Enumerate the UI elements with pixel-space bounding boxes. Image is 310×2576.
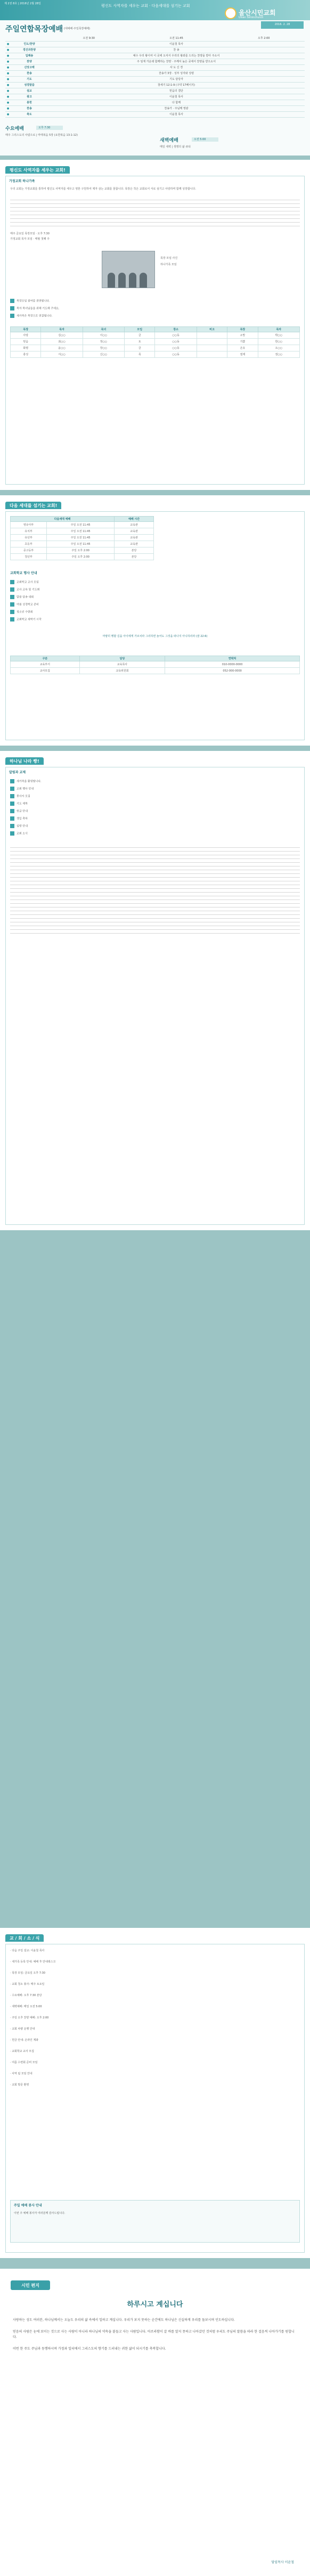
list-item: 심방 안내 <box>10 824 300 828</box>
mission-box <box>5 176 305 485</box>
mission-note-2: 가정교회 목자 모임 · 매월 첫째 주 <box>10 238 50 241</box>
bullet-icon <box>10 824 14 828</box>
nextgen-cell: 유치부 <box>11 528 47 535</box>
bullet-icon: · <box>10 2072 12 2075</box>
nextgen-cell: 본당 <box>115 547 154 554</box>
order-label: 설교 <box>11 88 48 94</box>
list-item: · 새벽예배: 매일 오전 5:00 <box>10 2005 42 2008</box>
bullet-icon: · <box>10 1960 12 1964</box>
worship-order-section <box>0 20 310 156</box>
nextgen-tab-title: 다음 세대를 섬기는 교회! <box>5 502 61 509</box>
nextgen-list-title: 교회학교 행사 안내 <box>10 571 37 575</box>
mission-text-lines <box>10 200 300 230</box>
nextgen-cell: 주일 오후 2:00 <box>47 554 115 560</box>
mokjang-cell: 김○○ <box>41 332 83 339</box>
mission-tab-title: 평신도 사역자를 세우는 교회! <box>5 166 70 174</box>
church-logo <box>225 7 289 21</box>
table-row <box>11 668 300 674</box>
letter-paragraph: 사랑하는 성도 여러분, 하나님께서는 오늘도 우리의 삶 속에서 일하고 계십니다. 우리가 보지 못하는 순간에도 하나님은 신실하게 우리를 돌보시며 인도하십니다. <box>13 2318 235 2322</box>
table-row <box>11 535 154 541</box>
order-row: ● 입례송 예수 우리 왕이여 이 곳에 오셔서 우리의 왕좌를 드리는 찬양을 받아 주소서 <box>5 53 305 59</box>
nextgen-right-header: 예배 시간 <box>115 517 154 522</box>
bullet-icon <box>10 802 14 806</box>
service-time-2: 오전 11:45 <box>129 35 223 41</box>
order-label: 찬양 <box>11 59 48 64</box>
dawn-time: 오전 5:00 <box>192 137 218 142</box>
list-item: · 새가족 등록 안내: 예배 후 안내데스크 <box>10 1960 56 1964</box>
table-row <box>11 345 300 351</box>
mokjang-cell: 절제 <box>227 351 258 358</box>
order-value: 믿음의 결단 <box>48 88 305 94</box>
nextgen-box <box>5 511 305 740</box>
order-label: 축도 <box>11 111 48 117</box>
list-item: 봉사자 모집 <box>10 794 300 798</box>
bullet-icon: · <box>10 2050 12 2053</box>
nextgen-cell: 유년부 <box>11 535 47 541</box>
nextgen-section <box>0 495 310 746</box>
order-row: ● 경건과찬양 찬 송 <box>5 47 305 53</box>
nextgen-cell: 교육관 <box>115 528 154 535</box>
mokjang-cell: 소망 <box>227 332 258 339</box>
nextgen-cell: 중고등부 <box>11 547 47 554</box>
list-item: 여름 성경학교 준비 <box>10 602 298 607</box>
church-slogan: 평신도 사역자를 세우는 교회 · 다음세대를 섬기는 교회 <box>101 4 190 8</box>
wednesday-detail: 매주 그리스도의 사람으로 | 마태복음 5장 (요한복음 13:1-12) <box>5 134 78 137</box>
nextgen-cell: 교육관 <box>115 522 154 528</box>
order-value: 기도 담당자 <box>48 76 305 82</box>
nextgen-cell: 초등부 <box>11 541 47 547</box>
issue-meta: 제 2권 8호 | 2016년 2월 28일 <box>4 2 41 5</box>
bullet-icon <box>10 617 14 621</box>
bullet-icon <box>10 787 14 791</box>
mokjang-cell: 권○○ <box>258 351 299 358</box>
bullet-icon: · <box>10 1994 12 1997</box>
mokjang-cell: 토 <box>125 339 155 345</box>
letter-signature: 담임목사 이윤철 <box>271 2561 294 2564</box>
list-item: · 교회 청소 봉사: 매주 토요일 <box>10 1983 45 1986</box>
list-item: 교회학교 새학기 시작 <box>10 617 298 621</box>
info-cell: 010-0000-0000 <box>165 661 300 668</box>
mokjang-cell: 믿음 <box>11 339 41 345</box>
mission-photo-1 <box>102 251 155 288</box>
mokjang-header: 장소 <box>155 327 197 332</box>
order-value: 이윤철 목사 <box>48 111 305 117</box>
table-row <box>11 522 154 528</box>
bullet-icon: · <box>10 2061 12 2064</box>
service-box-text: 이번 주 예배 봉사자 여러분께 감사드립니다. <box>14 2212 66 2215</box>
mokjang-cell: 이○○ <box>83 332 124 339</box>
mokjang-cell: ○○동 <box>155 332 197 339</box>
photo-caption-2: 하나가족 모임 <box>160 263 177 266</box>
mokjang-header: 목녀 <box>83 327 124 332</box>
order-value: 다 함께 <box>48 100 305 105</box>
order-row: ● 찬양 주 임재 가운데 함께하는 찬양 · 주께서 높은 곳에서 찬양을 받으소서 <box>5 59 305 64</box>
service-box-title: 주일 예배 봉사 안내 <box>14 2204 42 2207</box>
list-item: · 사역 팀 모임 안내 <box>10 2072 32 2075</box>
bullet-icon <box>10 595 14 599</box>
bullet-icon <box>10 809 14 813</box>
mokjang-cell: 윤○○ <box>41 345 83 351</box>
list-item: 교회학교 교사 모임 <box>10 580 298 584</box>
order-value: 이윤철 목사 <box>48 94 305 100</box>
bullet-icon <box>10 602 14 607</box>
notices-section <box>0 1928 310 2258</box>
mokjang-cell: 충성 <box>11 351 41 358</box>
mokjang-cell: 최○○ <box>41 339 83 345</box>
order-value: 찬 송 <box>48 47 305 53</box>
info-cell: 교육위원회 <box>79 668 165 674</box>
list-item: 기도 제목 <box>10 802 300 806</box>
order-value: 창세기 12:1-9 (구약 17페이지) <box>48 82 305 88</box>
table-row <box>11 661 300 668</box>
bullet-icon: · <box>10 1972 12 1975</box>
mokjang-cell: 장○○ <box>83 345 124 351</box>
order-row: ● 인도/찬양 이윤철 목사 <box>5 41 305 47</box>
mission-point-2: 목자 목녀님들을 위해 기도해 주세요. <box>10 306 59 310</box>
order-value: 사 도 신 경 <box>48 64 305 70</box>
news-subtitle: 알림과 교제 <box>9 771 26 774</box>
news-tab-title: 하나님 나라 빵! <box>5 757 44 765</box>
table-row <box>11 339 300 345</box>
mokjang-cell: 신○○ <box>83 351 124 358</box>
bullet-icon: · <box>10 2005 12 2008</box>
nextgen-verse: 마땅히 행할 길을 아이에게 가르치라 그리하면 늙어도 그것을 떠나지 아니하리라 (잠 22:6) <box>102 635 208 638</box>
order-rows <box>5 41 305 117</box>
nextgen-cell: 주일 오전 11:45 <box>47 528 115 535</box>
news-text-lines <box>10 847 300 937</box>
mokjang-header: 모임 <box>125 327 155 332</box>
worship-order-table <box>5 35 305 118</box>
order-label: 인도/찬양 <box>11 41 48 47</box>
bullet-icon <box>10 587 14 592</box>
worship-times-row <box>5 35 305 41</box>
list-item: · 교회 차량 운행 안내 <box>10 2027 35 2031</box>
order-row: ● 광고 이윤철 목사 <box>5 94 305 100</box>
list-item: 새가족을 환영합니다. <box>10 779 300 783</box>
order-value: 이윤철 목사 <box>48 41 305 47</box>
table-row <box>11 541 154 547</box>
mokjang-cell: ○○동 <box>155 339 197 345</box>
info-header: 담당 <box>79 656 165 661</box>
mokjang-header: 목장 <box>227 327 258 332</box>
mokjang-cell: 정○○ <box>83 339 124 345</box>
nextgen-info-table <box>10 656 300 674</box>
list-item: · 다음 주일 설교: 이윤철 목사 <box>10 1949 45 1952</box>
list-item: 생일 축하 <box>10 816 300 821</box>
bullet-icon <box>10 816 14 821</box>
mokjang-cell <box>197 345 227 351</box>
mokjang-header: 목장 <box>11 327 41 332</box>
table-row <box>11 528 154 535</box>
news-box <box>5 767 305 1225</box>
mokjang-cell: 서○○ <box>41 351 83 358</box>
nextgen-cell: 주일 오전 11:45 <box>47 541 115 547</box>
mission-point-1: 목장모임 참여를 권면합니다. <box>10 299 50 303</box>
order-value: 주 임재 가운데 함께하는 찬양 · 주께서 높은 곳에서 찬양을 받으소서 <box>48 59 305 64</box>
nextgen-cell: 본당 <box>115 554 154 560</box>
order-row: ● 성경말씀 창세기 12:1-9 (구약 17페이지) <box>5 82 305 88</box>
mission-paragraph: 우리 교회는 가정교회를 통하여 평신도 사역자를 세우고 영혼 구원하여 제자 삼는 교회를 꿈꿉니다. 목장은 작은 교회로서 서로 섬기고 사랑하며 함께 성장합니다. <box>10 187 196 191</box>
mokjang-cell: 사랑 <box>11 332 41 339</box>
order-label: 찬송 <box>11 70 48 76</box>
list-item: · 교회 방문 환영 <box>10 2083 29 2087</box>
letter-headline: 하루시고 계십니다 <box>127 2301 183 2309</box>
table-row <box>11 554 154 560</box>
mokjang-cell: 한○○ <box>258 339 299 345</box>
letter-paragraph: 이번 한 주도 주님과 동행하시며 가정과 일터에서 그리스도의 향기를 드러내는 귀한 삶이 되시기를 축복합니다. <box>13 2347 166 2351</box>
mokjang-header: 목자 <box>41 327 83 332</box>
list-item: · 목장 모임: 금요일 오후 7:30 <box>10 1972 45 1975</box>
nextgen-cell: 주일 오전 11:45 <box>47 535 115 541</box>
header-banner <box>0 0 310 20</box>
list-item: · 교회학교 교사 모집 <box>10 2050 35 2053</box>
order-row: ● 봉헌 다 함께 <box>5 100 305 105</box>
order-label: 신앙고백 <box>11 64 48 70</box>
list-item: · 주일 오후 찬양 예배: 오후 2:00 <box>10 2016 49 2019</box>
order-row: ● 설교 믿음의 결단 <box>5 88 305 94</box>
order-label: 입례송 <box>11 53 48 59</box>
nextgen-left-header: 다음세대 예배 <box>11 517 115 522</box>
list-item: 교사 교육 및 기도회 <box>10 587 298 592</box>
mokjang-cell: 화평 <box>11 345 41 351</box>
nextgen-event-list <box>10 580 298 625</box>
mokjang-header: 목자 <box>258 327 299 332</box>
order-value: 찬송가 · 주님께 영광 <box>48 105 305 111</box>
order-row: ● 찬송 찬송가 · 주님께 영광 <box>5 105 305 111</box>
list-item: 헌금 안내 <box>10 809 300 813</box>
mission-section <box>0 160 310 490</box>
list-item: 청소년 수련회 <box>10 610 298 614</box>
mokjang-cell: 오○○ <box>258 345 299 351</box>
order-label: 광고 <box>11 94 48 100</box>
worship-date: 2016. 2. 28 <box>261 21 304 29</box>
news-section <box>0 751 310 1230</box>
photo-caption-1: 목장 모임 사진 <box>160 257 178 260</box>
notices-box <box>5 1944 305 2253</box>
nextgen-cell: 교육관 <box>115 541 154 547</box>
mokjang-cell <box>197 339 227 345</box>
mokjang-cell: ○○동 <box>155 351 197 358</box>
mokjang-table <box>10 326 300 358</box>
church-name-en: Ulsan Siminchurch <box>239 16 264 19</box>
info-cell: 교육부서 <box>11 661 80 668</box>
pastor-letter <box>0 2269 310 2576</box>
nextgen-cell: 영유아부 <box>11 522 47 528</box>
bullet-icon: · <box>10 2027 12 2031</box>
mokjang-header: 비고 <box>197 327 227 332</box>
bullet-icon: · <box>10 2016 12 2019</box>
list-item: · 헌금 안내: 온라인 계좌 <box>10 2039 39 2042</box>
nextgen-cell: 교육관 <box>115 535 154 541</box>
order-label: 경건과찬양 <box>11 47 48 53</box>
list-item: 교회 행사 안내 <box>10 787 300 791</box>
worship-subtitle: (대예배·주일목장예배) <box>64 27 90 30</box>
bullet-icon <box>10 831 14 836</box>
notices-tab-title: 교 / 회 / 소 / 식 <box>5 1934 44 1942</box>
list-item: · 여름 수련회 준비 모임 <box>10 2061 38 2064</box>
order-row: ● 신앙고백 사 도 신 경 <box>5 64 305 70</box>
wednesday-label: 수요예배 <box>5 126 24 132</box>
list-item: 말씀 암송 대회 <box>10 595 298 599</box>
service-time-1: 오전 9:30 <box>48 35 129 41</box>
table-row <box>11 547 154 554</box>
order-label: 기도 <box>11 76 48 82</box>
bullet-icon <box>10 779 14 783</box>
notices-list <box>10 1949 300 2094</box>
order-row: ● 축도 이윤철 목사 <box>5 111 305 117</box>
list-item: · 수요예배: 오후 7:30 본당 <box>10 1994 42 1997</box>
letter-paragraph: 믿음의 사람은 눈에 보이는 것으로 사는 사람이 아니라 하나님의 약속을 붙들고 사는 사람입니다. 아브라함이 갈 바를 알지 못하고 나아갔던 것처럼 우리도 주님의 말씀을 따라 한 걸음씩 나아가기를 원합니다. <box>13 2330 295 2339</box>
mission-box-title: 가정교회 하나가족 <box>9 179 35 183</box>
mission-note-1: 매주 금요일 목장모임 · 오후 7:30 <box>10 232 50 235</box>
order-label: 찬송 <box>11 105 48 111</box>
bullet-icon: · <box>10 1983 12 1986</box>
logo-emblem-icon <box>225 7 236 19</box>
bullet-icon: · <box>10 1949 12 1952</box>
bullet-icon <box>10 794 14 798</box>
order-label: 성경말씀 <box>11 82 48 88</box>
bullet-icon <box>10 580 14 584</box>
mokjang-cell: 목 <box>125 351 155 358</box>
order-label: 봉헌 <box>11 100 48 105</box>
table-row <box>11 332 300 339</box>
letter-tag: 시민 편지 <box>11 2280 50 2290</box>
info-cell: 교육목사 <box>79 661 165 668</box>
church-name: 울산시민교회 <box>239 9 276 17</box>
news-list <box>10 779 300 839</box>
bullet-icon: · <box>10 2083 12 2087</box>
mokjang-cell <box>197 332 227 339</box>
nextgen-cell: 주일 오전 11:45 <box>47 522 115 528</box>
service-box <box>10 2200 300 2243</box>
info-header: 구분 <box>11 656 80 661</box>
table-row <box>11 351 300 358</box>
worship-title: 주일연합목장예배 <box>5 25 63 34</box>
mokjang-cell: 금 <box>125 345 155 351</box>
wednesday-time: 오후 7:30 <box>36 126 63 130</box>
order-value: 찬송가 3장 · 성부 성자와 성령 <box>48 70 305 76</box>
dawn-detail: 매일 새벽 | 생명의 삶 큐티 <box>160 145 191 149</box>
letter-body <box>13 2318 297 2352</box>
mokjang-cell <box>197 351 227 358</box>
bullet-icon: · <box>10 2039 12 2042</box>
info-cell: 교사모집 <box>11 668 80 674</box>
mokjang-cell: ○○동 <box>155 345 197 351</box>
info-cell: 052-000-0000 <box>165 668 300 674</box>
order-value: 예수 우리 왕이여 이 곳에 오셔서 우리의 왕좌를 드리는 찬양을 받아 주소서 <box>48 53 305 59</box>
nextgen-cell: 주일 오후 2:00 <box>47 547 115 554</box>
mokjang-cell: 온유 <box>227 345 258 351</box>
list-item: 교회 소식 <box>10 831 300 836</box>
bullet-icon <box>10 610 14 614</box>
mokjang-cell: 기쁨 <box>227 339 258 345</box>
mokjang-cell: 박○○ <box>258 332 299 339</box>
mokjang-cell: 금 <box>125 332 155 339</box>
dawn-label: 새벽예배 <box>160 138 178 143</box>
nextgen-worship-table <box>10 516 154 560</box>
order-row: ● 찬송 찬송가 3장 · 성부 성자와 성령 <box>5 70 305 76</box>
service-time-3: 오후 2:00 <box>223 35 305 41</box>
nextgen-cell: 청년부 <box>11 554 47 560</box>
order-row: ● 기도 기도 담당자 <box>5 76 305 82</box>
info-header: 연락처 <box>165 656 300 661</box>
mission-point-3: 새가족은 목장으로 연결됩니다. <box>10 314 53 318</box>
